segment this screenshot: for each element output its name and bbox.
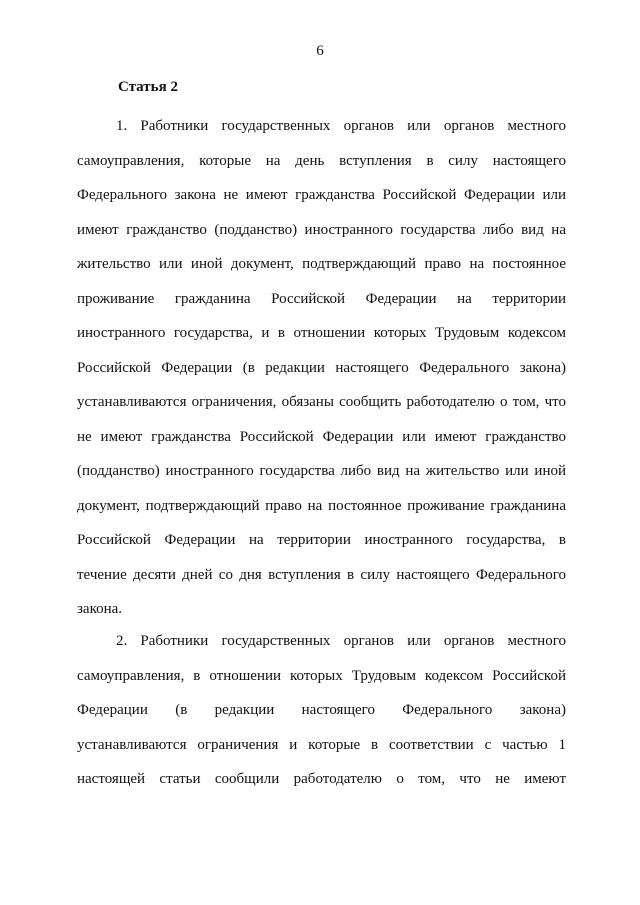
paragraph-line: не имеют гражданства Российской Федерации или имеют гражданство — [77, 428, 566, 445]
paragraph-line: иностранного государства, и в отношении которых Трудовым кодексом — [77, 325, 566, 341]
paragraph-line: имеют гражданство (подданство) иностранного государства либо вид на — [77, 221, 566, 238]
paragraph-line: закона. — [77, 601, 123, 617]
paragraph-line: настоящей статьи сообщили работодателю о том, что не имеют — [77, 771, 566, 787]
paragraph-line: жительство или иной документ, подтверждающий право на постоянное — [77, 256, 566, 272]
paragraph-1 — [77, 116, 566, 634]
page-number: 6 — [316, 43, 324, 59]
paragraph-line: 1. Работники государственных органов или органов местного — [116, 118, 566, 134]
paragraph-line: устанавливаются ограничения и которые в соответствии с частью 1 — [77, 736, 566, 753]
paragraph-line: самоуправления, в отношении которых Трудовым кодексом Российской — [77, 667, 566, 684]
paragraph-line: устанавливаются ограничения, обязаны сообщить работодателю о том, что — [77, 394, 566, 410]
paragraph-line: Федерации (в редакции настоящего Федерального закона) — [77, 702, 566, 718]
article-title: Статья 2 — [118, 79, 178, 95]
paragraph-line: течение десяти дней со дня вступления в силу настоящего Федерального — [77, 566, 566, 583]
paragraph-line: документ, подтверждающий право на постоянное проживание гражданина — [77, 497, 566, 514]
paragraph-2 — [77, 631, 566, 804]
paragraph-line: Российской Федерации (в редакции настоящего Федерального закона) — [77, 359, 566, 376]
paragraph-line: самоуправления, которые на день вступления в силу настоящего — [77, 152, 566, 169]
paragraph-line: проживание гражданина Российской Федерации на территории — [77, 290, 566, 307]
paragraph-line: Российской Федерации на территории иностранного государства, в — [77, 532, 566, 548]
paragraph-line: 2. Работники государственных органов или органов местного — [116, 633, 566, 649]
paragraph-line: (подданство) иностранного государства либо вид на жительство или иной — [77, 463, 566, 479]
paragraph-line: Федерального закона не имеют гражданства Российской Федерации или — [77, 187, 566, 203]
